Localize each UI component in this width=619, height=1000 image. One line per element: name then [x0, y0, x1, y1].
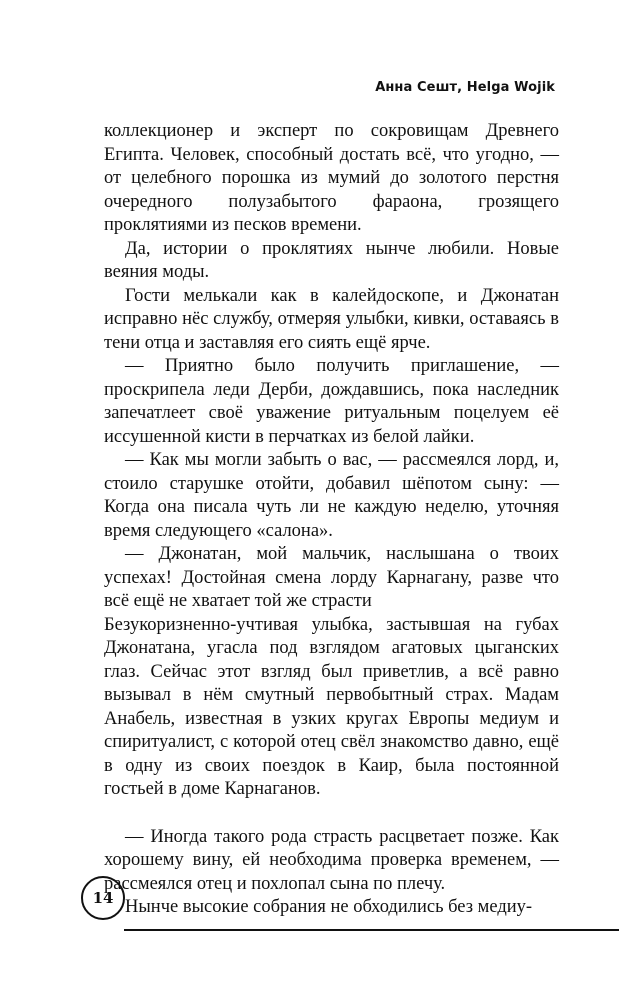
paragraph-4: — Приятно было получить приглашение, — проскрипела леди Дерби, дождавшись, пока наследник запечатлеет своё уважение ритуальным поцелуем её иссушенной кисти в перчатках из белой лайки.	[104, 356, 559, 447]
paragraph-3: Гости мелькали как в калейдоскопе, и Джонатан исправно нёс службу, отмеряя улыбки, кивки, оставаясь в тени отца и заставляя его сиять ещё ярче.	[104, 285, 559, 353]
paragraph-6: — Джонатан, мой мальчик, наслышана о твоих успехах! Достойная смена лорду Карнагану, разве что всё ещё не хватает той же страсти	[104, 544, 559, 611]
paragraph-2: Да, истории о проклятиях нынче любили. Новые веяния моды.	[104, 238, 559, 282]
footer-rule	[124, 929, 619, 931]
paragraph-1: коллекционер и эксперт по сокровищам Древнего Египта. Человек, способный достать всё, что угодно, — от целебного порошка из мумий до золотого перстня очередного полузабытого фараона, грозящего проклятиями из песков времени.	[104, 121, 559, 235]
paragraph-8: — Иногда такого рода страсть расцветает позже. Как хорошему вину, ей необходима проверка временем, — рассмеялся отец и похлопал сына по плечу.	[104, 826, 559, 894]
running-head-title: Анна Сешт, Helga Wojik	[375, 80, 555, 95]
paragraph-5: — Как мы могли забыть о вас, — рассмеялся лорд, и, стоило старушке отойти, добавил шёпотом сыну: — Когда она писала чуть ли не каждую неделю, уточняя время следующего «салона».	[104, 450, 559, 541]
page-number-badge	[81, 876, 125, 920]
paragraph-7: Безукоризненно-учтивая улыбка, застывшая на губах Джонатана, угасла под взглядом агатовых цыганских глаз. Сейчас этот взгляд был приветлив, а всё равно вызывал в нём смутный первобытный страх. Мадам Анабель, известная в узких кругах Европы медиум и спиритуалист, с которой отец свёл знакомство давно, ещё в одну из своих поездок в Каир, была постоянной гостьей в доме Карнаганов.	[104, 614, 559, 799]
scene-break	[104, 802, 559, 826]
page-number: 14	[92, 889, 114, 907]
page-body	[104, 120, 559, 920]
paragraph-9: Нынче высокие собрания не обходились без медиу-	[125, 897, 533, 917]
